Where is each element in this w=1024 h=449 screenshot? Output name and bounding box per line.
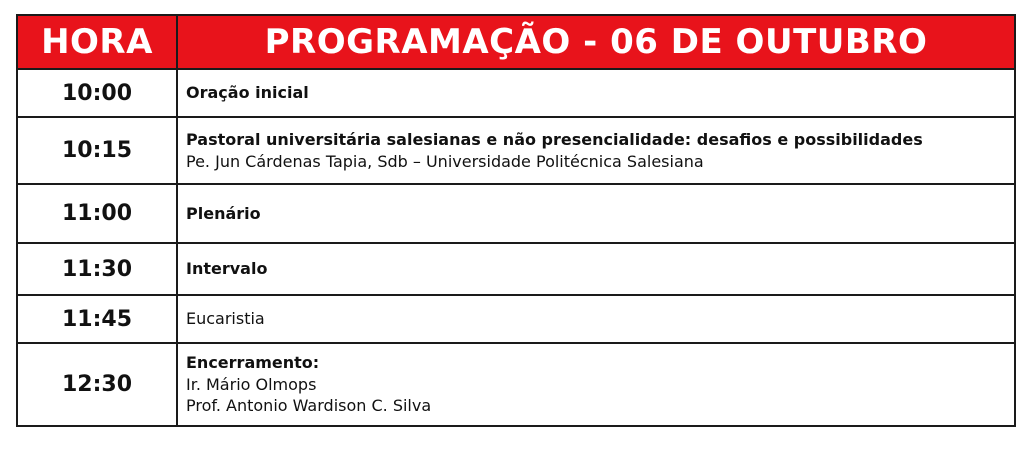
table-row <box>17 343 1015 426</box>
table-row <box>17 243 1015 295</box>
program-title: Oração inicial <box>186 83 309 103</box>
program-cell <box>177 343 1015 426</box>
time-cell: 10:15 <box>17 117 177 184</box>
program-title: Encerramento: <box>186 353 320 373</box>
program-title: Intervalo <box>186 259 268 279</box>
program-column-header: PROGRAMAÇÃO - 06 DE OUTUBRO <box>177 15 1015 69</box>
time-cell: 11:45 <box>17 295 177 343</box>
table-row <box>17 117 1015 184</box>
hour-column-header: HORA <box>17 15 177 69</box>
program-cell <box>177 184 1015 243</box>
program-title: Pastoral universitária salesianas e não presencialidade: desafios e possibilidades <box>186 129 923 149</box>
time-cell: 11:30 <box>17 243 177 295</box>
table-row <box>17 184 1015 243</box>
program-speaker: Pe. Jun Cárdenas Tapia, Sdb – Universidade Politécnica Salesiana <box>186 151 704 171</box>
program-speaker: Prof. Antonio Wardison C. Silva <box>186 396 432 416</box>
time-cell: 10:00 <box>17 69 177 117</box>
program-title: Eucaristia <box>186 309 265 329</box>
program-title: Plenário <box>186 203 261 223</box>
program-cell <box>177 243 1015 295</box>
program-cell <box>177 295 1015 343</box>
table-row <box>17 69 1015 117</box>
time-cell: 12:30 <box>17 343 177 426</box>
table-row <box>17 295 1015 343</box>
program-speaker: Ir. Mário Olmops <box>186 374 317 394</box>
program-cell <box>177 69 1015 117</box>
header-row <box>17 15 1015 69</box>
program-cell <box>177 117 1015 184</box>
schedule-table <box>16 14 1016 427</box>
time-cell: 11:00 <box>17 184 177 243</box>
